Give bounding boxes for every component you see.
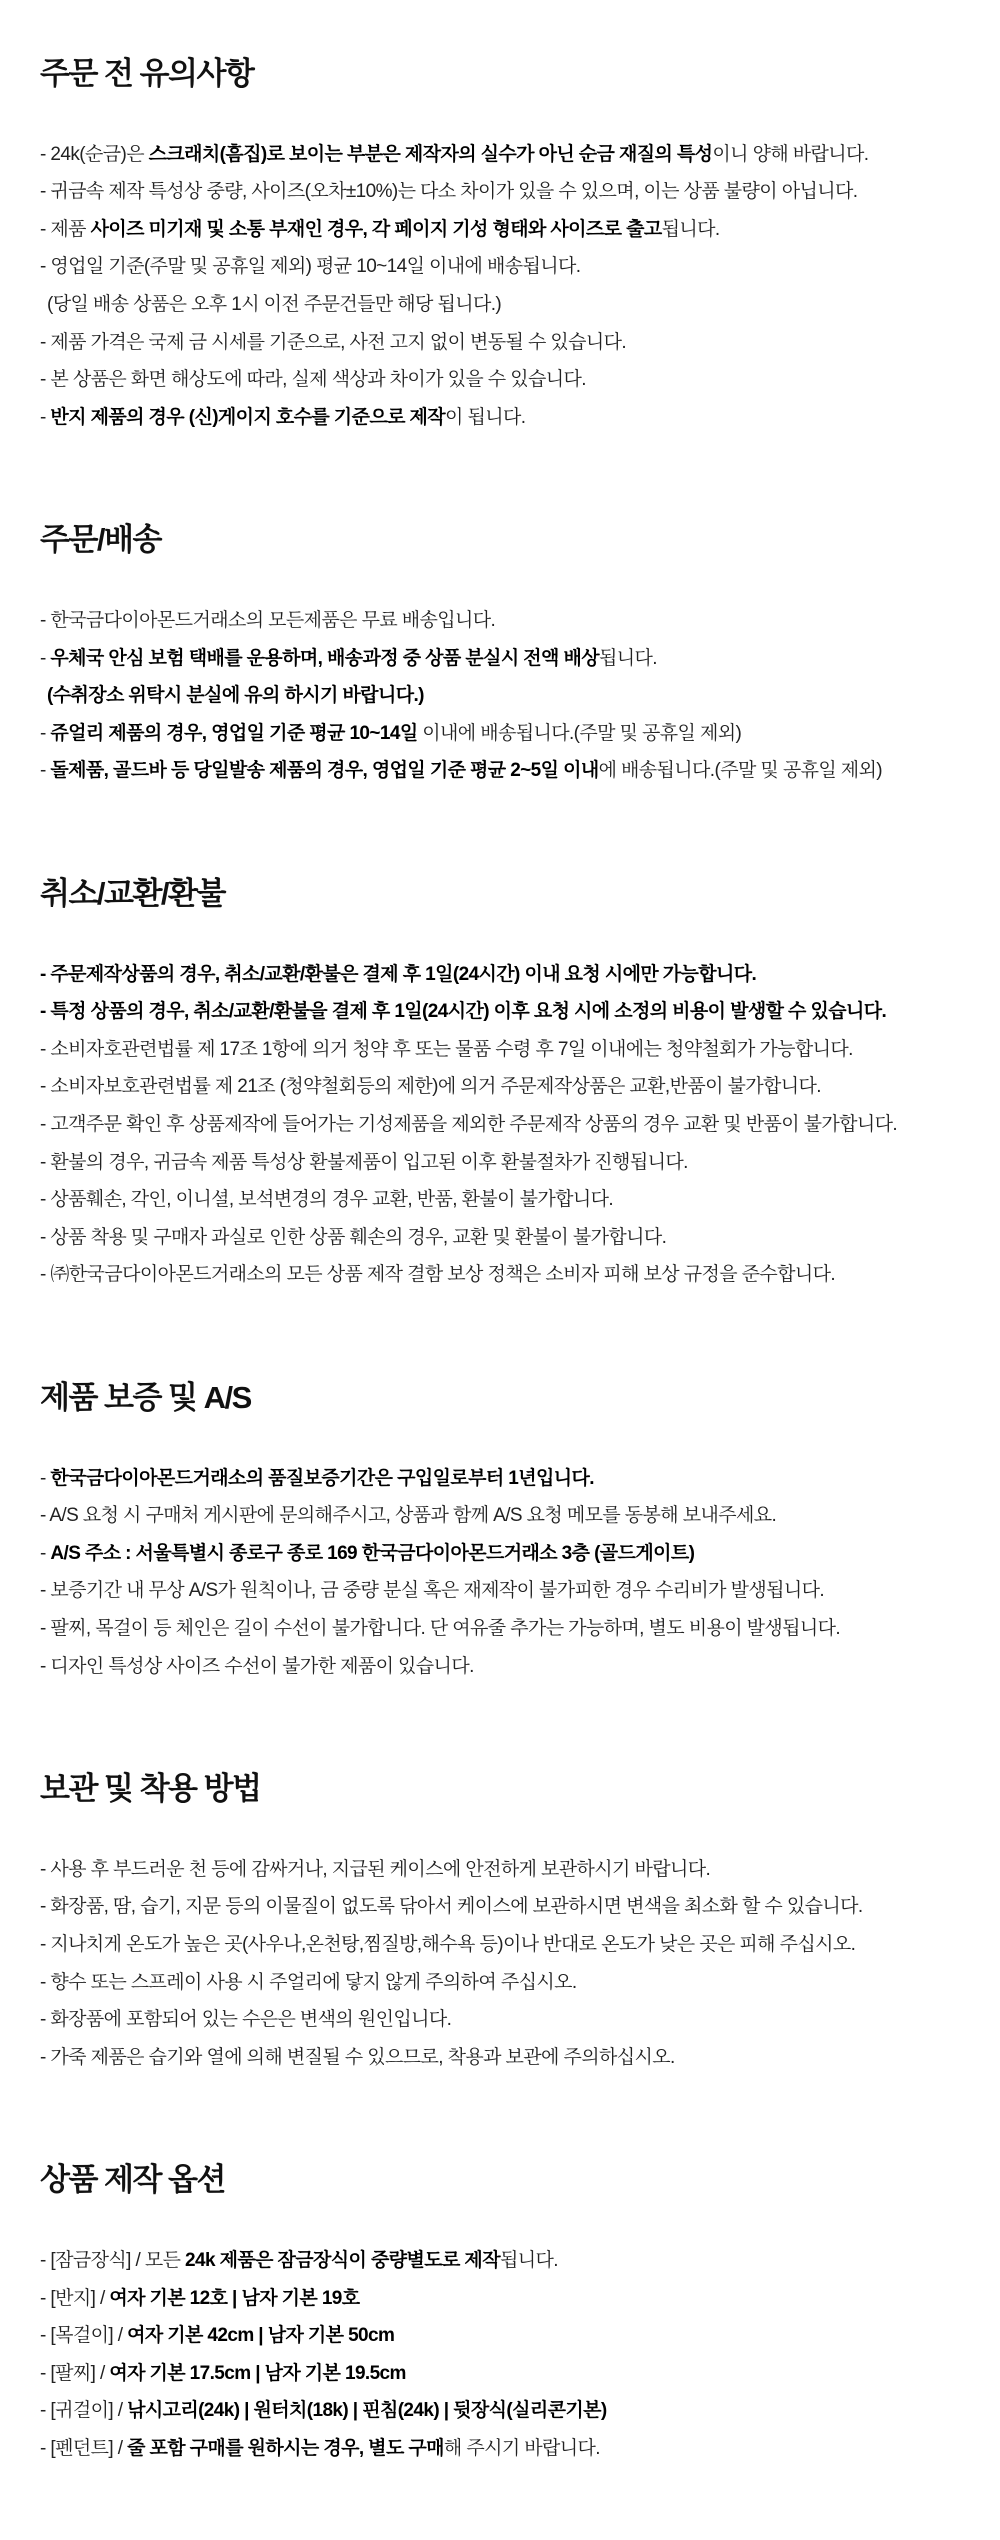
notice-text: - 소비자보호관련법률 제 21조 (청약철회등의 제한)에 의거 주문제작상품은 교환,반품이 불가합니다. (40, 1076, 821, 1098)
notice-item (40, 2280, 960, 2318)
notice-item (40, 2317, 960, 2355)
notice-text: - (40, 722, 51, 744)
notice-item (40, 286, 960, 324)
notice-text: - 고객주문 확인 후 상품제작에 들어가는 기성제품을 제외한 주문제작 상품의 경우 교환 및 반품이 불가합니다. (40, 1114, 898, 1136)
notice-text: - [펜던트] / (40, 2438, 128, 2459)
notice-text: - A/S 요청 시 구매처 게시판에 문의해주시고, 상품과 함께 A/S 요청 메모를 동봉해 보내주세요. (40, 1505, 777, 1527)
notice-item (40, 956, 960, 994)
notice-item (40, 2242, 960, 2280)
notice-item (40, 1031, 960, 1069)
notice-item (40, 1219, 960, 1257)
notice-item (40, 677, 960, 715)
notice-text: - 지나치게 온도가 높은 곳(사우나,온천탕,찜질방,해수욕 등)이나 반대로 온도가 낮은 곳은 피해 주십시오. (40, 1934, 856, 1956)
notice-text: - 향수 또는 스프레이 사용 시 주얼리에 닿지 않게 주의하여 주십시오. (40, 1971, 577, 1993)
notice-item (40, 248, 960, 286)
notice-text-bold: 24k 제품은 잠금장식이 중량별도로 제작 (185, 2250, 500, 2272)
notice-text: - 소비자호관련법률 제 17조 1항에 의거 청약 후 또는 물품 수령 후 7일 이내에는 청약철회가 가능합니다. (40, 1038, 853, 1060)
notice-text: - 디자인 특성상 사이즈 수선이 불가한 제품이 있습니다. (40, 1655, 474, 1677)
notice-item (40, 1497, 960, 1535)
notice-text-bold: 낚시고리(24k) | 원터치(18k) | 핀침(24k) | 뒷장식(실리콘기본) (127, 2400, 607, 2422)
section-title: 주문/배송 (40, 522, 161, 558)
notice-text: 됩니다. (499, 2250, 558, 2272)
notice-item (40, 1648, 960, 1686)
notice-text: - [반지] / (40, 2287, 110, 2309)
notice-text: - 상품훼손, 각인, 이니셜, 보석변경의 경우 교환, 반품, 환불이 불가합니다. (40, 1189, 614, 1211)
notice-text: 이니 양해 바랍니다. (712, 143, 869, 165)
notice-item (40, 1068, 960, 1106)
notice-section (40, 876, 960, 1294)
notice-text: 됩니다. (599, 647, 657, 669)
notice-text-bold: 쥬얼리 제품의 경우, 영업일 기준 평균 10~14일 (50, 722, 418, 744)
notice-item (40, 136, 960, 174)
notice-section (40, 522, 960, 790)
section-title: 제품 보증 및 A/S (40, 1379, 251, 1415)
notice-text-bold: 한국금다이아몬드거래소의 품질보증기간은 구입일로부터 1년입니다. (50, 1467, 594, 1489)
notice-text: 에 배송됩니다.(주말 및 공휴일 제외) (598, 760, 882, 782)
notice-item (40, 1851, 960, 1889)
notice-item (40, 1572, 960, 1610)
notice-section (40, 56, 960, 436)
notice-text: - (40, 1467, 51, 1489)
notice-text: - [잠금장식] / 모든 (40, 2250, 186, 2272)
notice-text: - 24k(순금)은 (40, 143, 149, 165)
notice-section (40, 1380, 960, 1685)
notice-text: 해 주시기 바랍니다. (443, 2438, 600, 2459)
notice-item (40, 1610, 960, 1648)
notice-item (40, 1535, 960, 1573)
notice-text-bold: 스크래치(흠집)로 보이는 부분은 제작자의 실수가 아닌 순금 재질의 특성 (148, 143, 713, 165)
notice-text-bold: 여자 기본 12호 | 남자 기본 19호 (109, 2287, 360, 2309)
notice-text-bold: 사이즈 미기재 및 소통 부재인 경우, 각 페이지 기성 형태와 사이즈로 출고 (90, 218, 662, 240)
notice-text-bold: - 특정 상품의 경우, 취소/교환/환불을 결제 후 1일(24시간) 이후 요청 시에 소정의 비용이 발생할 수 있습니다. (40, 1001, 887, 1023)
section-title: 보관 및 착용 방법 (40, 1771, 261, 1807)
sections-container (40, 56, 960, 2468)
notice-item (40, 715, 960, 753)
notice-item (40, 324, 960, 362)
notice-section (40, 1771, 960, 2076)
notice-item (40, 1144, 960, 1182)
notice-item (40, 2392, 960, 2430)
notice-text: - 화장품, 땀, 습기, 지문 등의 이물질이 없도록 닦아서 케이스에 보관하시면 변색을 최소화 할 수 있습니다. (40, 1896, 863, 1918)
notice-text: - [귀걸이] / (40, 2400, 128, 2422)
notice-text: - 영업일 기준(주말 및 공휴일 제외) 평균 10~14일 이내에 배송됩니다. (40, 256, 581, 278)
notice-text: - (40, 647, 51, 669)
section-title: 취소/교환/환불 (40, 876, 225, 911)
notice-item (40, 602, 960, 640)
notice-text-bold: A/S 주소 : 서울특별시 종로구 종로 169 한국금다이아몬드거래소 3층 (골드게이트) (50, 1542, 695, 1564)
notice-text: - 상품 착용 및 구매자 과실로 인한 상품 훼손의 경우, 교환 및 환불이 불가합니다. (40, 1226, 667, 1248)
notice-text: - 가죽 제품은 습기와 열에 의해 변질될 수 있으므로, 착용과 보관에 주의하십시오. (40, 2046, 675, 2068)
notice-item (40, 1926, 960, 1964)
notice-item (40, 2001, 960, 2039)
section-title: 상품 제작 옵션 (40, 2162, 225, 2198)
notice-item (40, 1106, 960, 1144)
notice-item (40, 1964, 960, 2002)
notice-text: - [목걸이] / (40, 2325, 128, 2347)
notice-item (40, 2430, 960, 2468)
notice-text: - 보증기간 내 무상 A/S가 원칙이나, 금 중량 분실 혹은 재제작이 불가피한 경우 수리비가 발생됩니다. (40, 1580, 825, 1602)
notice-item (40, 1460, 960, 1498)
notice-item (40, 361, 960, 399)
notice-text: - 사용 후 부드러운 천 등에 감싸거나, 지급된 케이스에 안전하게 보관하시기 바랍니다. (40, 1858, 711, 1880)
notice-text: - 본 상품은 화면 해상도에 따라, 실제 색상과 차이가 있을 수 있습니다. (40, 369, 586, 391)
notice-item (40, 2355, 960, 2393)
notice-text: - 귀금속 제작 특성상 중량, 사이즈(오차±10%)는 다소 차이가 있을 수 있으며, 이는 상품 불량이 아닙니다. (40, 181, 858, 203)
notice-item (40, 173, 960, 211)
section-title: 주문 전 유의사항 (40, 56, 254, 91)
notice-item (40, 399, 960, 437)
notice-section (40, 2162, 960, 2467)
notice-text: (당일 배송 상품은 오후 1시 이전 주문건들만 해당 됩니다.) (47, 294, 502, 316)
notice-item (40, 1256, 960, 1294)
notice-item (40, 1181, 960, 1219)
notice-text-bold: (수취장소 위탁시 분실에 유의 하시기 바랍니다.) (47, 685, 424, 707)
notice-item (40, 1888, 960, 1926)
notice-text: - 제품 (40, 218, 91, 240)
notice-text-bold: - 주문제작상품의 경우, 취소/교환/환불은 결제 후 1일(24시간) 이내 요청 시에만 가능합니다. (40, 963, 757, 985)
notice-text: - 화장품에 포함되어 있는 수은은 변색의 원인입니다. (40, 2009, 452, 2031)
notice-text: - (40, 760, 51, 782)
notice-text: - 환불의 경우, 귀금속 제품 특성상 환불제품이 입고된 이후 환불절차가 진행됩니다. (40, 1151, 688, 1173)
notice-text-bold: 돌제품, 골드바 등 당일발송 제품의 경우, 영업일 기준 평균 2~5일 이내 (50, 760, 599, 782)
notice-item (40, 752, 960, 790)
notice-text: - 제품 가격은 국제 금 시세를 기준으로, 사전 고지 없이 변동될 수 있습니다. (40, 331, 627, 353)
notice-text-bold: 줄 포함 구매를 원하시는 경우, 별도 구매 (127, 2438, 444, 2459)
notice-text: - ㈜한국금다이아몬드거래소의 모든 상품 제작 결함 보상 정책은 소비자 피해 보상 규정을 준수합니다. (40, 1264, 836, 1286)
notice-text: - (40, 1542, 51, 1564)
notice-text: - [팔찌] / (40, 2362, 110, 2384)
notice-text: 이내에 배송됩니다.(주말 및 공휴일 제외) (417, 722, 742, 744)
notice-item (40, 2039, 960, 2077)
notice-text: - 한국금다이아몬드거래소의 모든제품은 무료 배송입니다. (40, 610, 496, 632)
notice-text-bold: 여자 기본 42cm | 남자 기본 50cm (127, 2325, 395, 2347)
notice-text: 이 됩니다. (445, 406, 526, 428)
notice-text-bold: 우체국 안심 보험 택배를 운용하며, 배송과정 중 상품 분실시 전액 배상 (50, 647, 599, 669)
notice-text: - 팔찌, 목걸이 등 체인은 길이 수선이 불가합니다. 단 여유줄 추가는 가능하며, 별도 비용이 발생됩니다. (40, 1618, 841, 1639)
notice-text-bold: 반지 제품의 경우 (신)게이지 호수를 기준으로 제작 (50, 406, 446, 428)
notice-item (40, 993, 960, 1031)
notice-text: - (40, 406, 51, 428)
notice-item (40, 640, 960, 678)
notice-item (40, 211, 960, 249)
notice-text: 됩니다. (661, 218, 720, 240)
notice-text-bold: 여자 기본 17.5cm | 남자 기본 19.5cm (109, 2362, 406, 2384)
